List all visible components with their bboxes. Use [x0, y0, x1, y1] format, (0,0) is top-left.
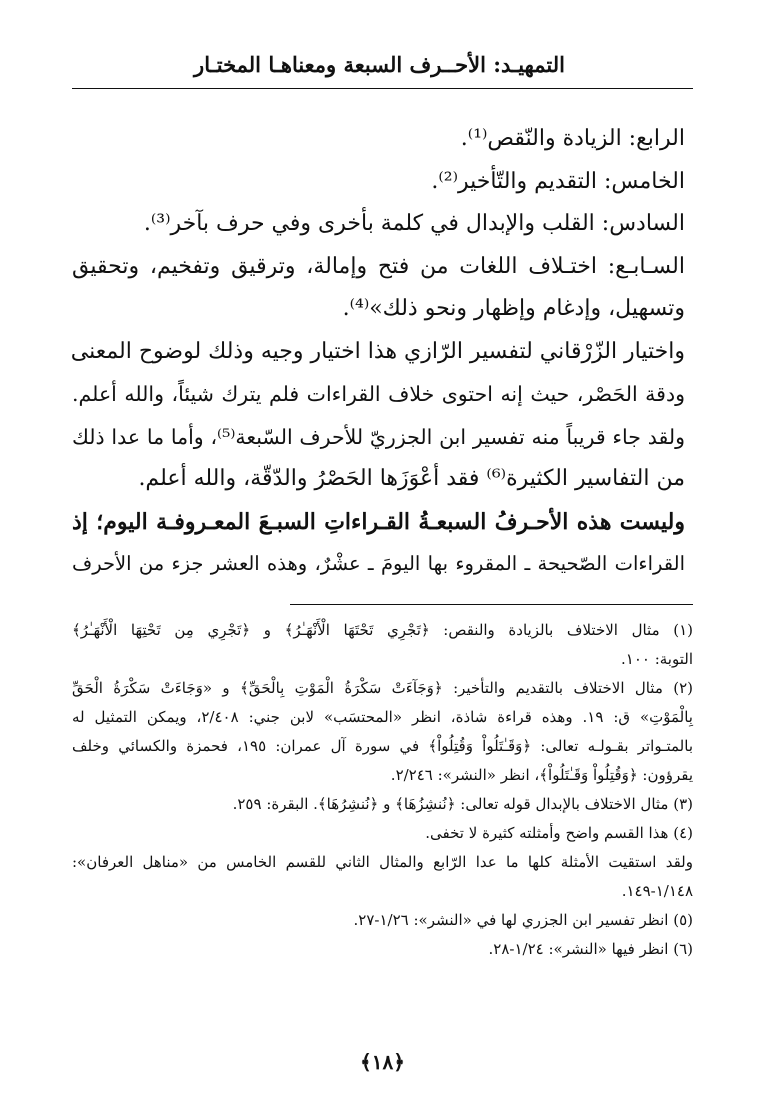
text-line-seventh-cont: وتسهيل، وإدغام وإظهار ونحو ذلك»⁽⁴⁾.: [342, 296, 685, 321]
text-line-sixth: السادس: القلب والإبدال في كلمة بأخرى وفي حرف بآخر⁽³⁾.: [143, 211, 685, 236]
footnote-2-cont-1: بِالْمَوْتِ» ق: ١٩. وهذه قراءة شاذة، انظر «المحتسَب» لابن جني: ٢/٤٠٨، ويمكن التمثيل له: [72, 708, 693, 726]
footnote-divider: [290, 604, 693, 605]
footnote-3: (٣) مثال الاختلاف بالإبدال قوله تعالى: ﴿نُنشِزُهَا﴾ و ﴿نُنشِرُهَا﴾. البقرة: ٢٥٩.: [232, 795, 693, 813]
paragraph-zurqani-line-2: ودقة الحَصْر، حيث إنه احتوى خلاف القراءات فلم يترك شيئاً، والله أعلم.: [72, 382, 685, 406]
paragraph-jazari-line-1: ولقد جاء قريباً منه تفسير ابن الجزريّ للأحرف السّبعة⁽⁵⁾، وأما ما عدا ذلك: [72, 424, 685, 449]
footnote-5: (٥) انظر تفسير ابن الجزري لها في «النشر»: ١/٢٦-٢٧.: [353, 911, 693, 929]
footnote-6: (٦) انظر فيها «النشر»: ١/٢٤-٢٨.: [488, 940, 693, 958]
footnote-1: (١) مثال الاختلاف بالزيادة والنقص: ﴿تَجْرِي تَحْتَهَا الْأَنْهَـٰرُ﴾ و ﴿تَجْرِي مِن تَحْتِهَا الْأَنْهَـٰرُ﴾: [72, 621, 693, 639]
paragraph-zurqani-line-1: واختيار الزّرْقاني لتفسير الرّازي هذا اختيار وجيه وذلك لوضوح المعنى: [70, 338, 685, 364]
text-line-fourth: الرابع: الزيادة والنّقص⁽¹⁾.: [460, 126, 685, 151]
footnote-4-note: ولقد استقيت الأمثلة كلها ما عدا الرّابع والمثال الثاني للقسم الخامس من «مناهل العرفان»:: [72, 853, 693, 871]
page-number: ﴿١٨﴾: [360, 1050, 405, 1074]
text-line-fifth: الخامس: التقديم والتّأخير⁽²⁾.: [431, 168, 685, 194]
header-divider: [72, 88, 693, 89]
paragraph-jazari-line-2: من التفاسير الكثيرة⁽⁶⁾ فقد أعْوَزَها الحَصْرُ والدّقّة، والله أعلم.: [138, 466, 685, 491]
footnote-2-cont-3: يقرؤون: ﴿وَقُتِلُواْ وَقَـٰتَلُواْ﴾، انظر «النشر»: ٢/٢٤٦.: [390, 766, 693, 784]
footnote-1-cont: التوبة: ١٠٠.: [620, 650, 693, 668]
footnote-4-note-cont: ١/١٤٨-١٤٩.: [621, 882, 693, 900]
running-header-title: التمهيـد: الأحــرف السبعة ومعناهـا المختـار: [194, 52, 565, 77]
footnote-4: (٤) هذا القسم واضح وأمثلته كثيرة لا تخفى.: [425, 824, 693, 842]
text-line-seventh: السـابـع: اختـلاف اللغات من فتح وإمالة، وترقيق وتفخيم، وتحقيق: [72, 253, 685, 279]
footnotes: [72, 616, 693, 964]
main-text: [72, 118, 685, 586]
footnote-2: (٢) مثال الاختلاف بالتقديم والتأخير: ﴿وَجَآءَتْ سَكْرَةُ الْمَوْتِ بِالْحَقِّ﴾ و «وَجَاءَتْ سَكْرَةُ الْحَقِّ: [72, 679, 693, 697]
paragraph-qiraat-line-2: القراءات الصّحيحة ـ المقروء بها اليومَ ـ عشْرٌ، وهذه العشر جزء من الأحرف: [72, 552, 685, 575]
paragraph-qiraat-line-1: وليست هذه الأحـرفُ السبعـةُ القـراءاتِ السبـعَ المعـروفـة اليوم؛ إذ: [72, 508, 685, 535]
footnote-2-cont-2: بالمتـواتر بقـولـه تعالى: ﴿وَقَـٰتَلُواْ وَقُتِلُواْ﴾ في سورة آل عمران: ١٩٥، فحمزة والكسائي وخلف: [72, 737, 694, 755]
